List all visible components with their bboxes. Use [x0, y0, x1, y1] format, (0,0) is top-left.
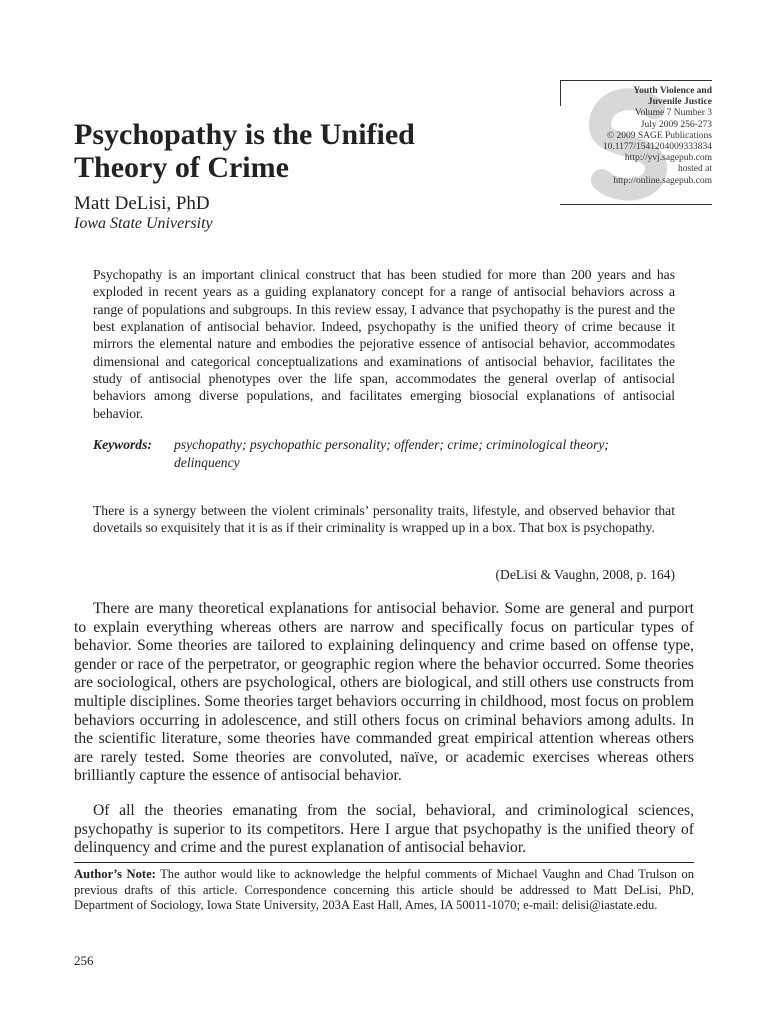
footnote-divider [74, 862, 694, 863]
journal-box-top-rule [560, 80, 712, 81]
body-paragraph-1: There are many theoretical explanations for antisocial behavior. Some are general and purport to explain everything whereas others are narrow and specifically focus on particular types of behavior. Some theories are tailored to explaining delinquency and crime based on offense type, gender or race of the perpetrator, or geographic region where the behavior occurred. Some theories are sociological, others are psychological, others are biological, and still others use constructs from multiple disciplines. Some theories target behaviors occurring in childhood, most focus on problem behaviors occurring in adolescence, and still others focus on criminal behaviors among adults. In the scientific literature, some theories have commanded great empirical attention whereas others are rarely tested. Some theories are convoluted, naïve, or academic exercises whereas others brilliantly capture the essence of antisocial behavior. [74, 600, 694, 785]
journal-citation-lines [603, 86, 712, 187]
author-note [74, 867, 694, 914]
journal-name-line1: Youth Violence and [633, 86, 712, 96]
author-name: Matt DeLisi, PhD [74, 193, 210, 214]
author-note-label: Author’s Note: [74, 867, 156, 881]
journal-box-side-rule [560, 80, 561, 106]
author-affiliation: Iowa State University [74, 215, 213, 232]
body-paragraph-2: Of all the theories emanating from the social, behavioral, and criminological sciences, psychopathy is superior to its competitors. Here I argue that psychopathy is the unified theory of delinquency and crime and the purest explanation of antisocial behavior. [74, 802, 694, 857]
abstract: Psychopathy is an important clinical construct that has been studied for more than 200 years and has exploded in recent years as a guiding explanatory concept for a range of antisocial behaviors across a range of populations and subgroups. In this review essay, I advance that psychopathy is the purest and the best explanation of antisocial behavior. Indeed, psychopathy is the unified theory of crime because it mirrors the elemental nature and embodies the pejorative essence of antisocial behavior, accommodates dimensional and categorical conceptualizations and examinations of antisocial behavior, facilitates the study of antisocial phenotypes over the life span, accommodates the general overlap of antisocial behaviors among diverse populations, and facilitates emerging biosocial explanations of antisocial behavior. [93, 267, 675, 421]
epigraph-quote: There is a synergy between the violent criminals’ personality traits, lifestyle, and observed behavior that dovetails so exquisitely that it is as if their criminality is wrapped up in a box. That box is psychopathy. [93, 503, 675, 536]
journal-url: http://yvj.sagepub.com [624, 153, 712, 164]
journal-hosted-at: hosted at [677, 164, 712, 175]
title-line-2: Theory of Crime [74, 151, 289, 184]
keywords-list: psychopathy; psychopathic personality; offender; crime; criminological theory; delinquency [174, 437, 609, 470]
page-number: 256 [74, 953, 94, 968]
author-note-text: The author would like to acknowledge the helpful comments of Michael Vaughn and Chad Trulson on previous drafts of this article. Correspondence concerning this article should be addressed to Matt DeLisi, PhD, Department of Sociology, Iowa State University, 203A East Hall, Ames, IA 50011-1070; e-mail: delisi@iastate.edu. [74, 867, 694, 912]
journal-online-url: http://online.sagepub.com [613, 175, 712, 186]
journal-pages: July 2009 256-273 [640, 119, 712, 130]
journal-doi: 10.1177/1541204009333834 [602, 142, 712, 153]
journal-copyright: © 2009 SAGE Publications [606, 130, 712, 141]
keywords-label: Keywords: [93, 437, 152, 452]
title-line-1: Psychopathy is the Unified [74, 118, 415, 151]
epigraph-citation: (DeLisi & Vaughn, 2008, p. 164) [495, 567, 675, 582]
journal-volume: Volume 7 Number 3 [634, 108, 712, 119]
journal-box-bottom-rule [560, 204, 712, 205]
article-title [74, 118, 415, 184]
journal-name-line2: Juvenile Justice [647, 97, 712, 108]
journal-info-box [560, 80, 712, 204]
